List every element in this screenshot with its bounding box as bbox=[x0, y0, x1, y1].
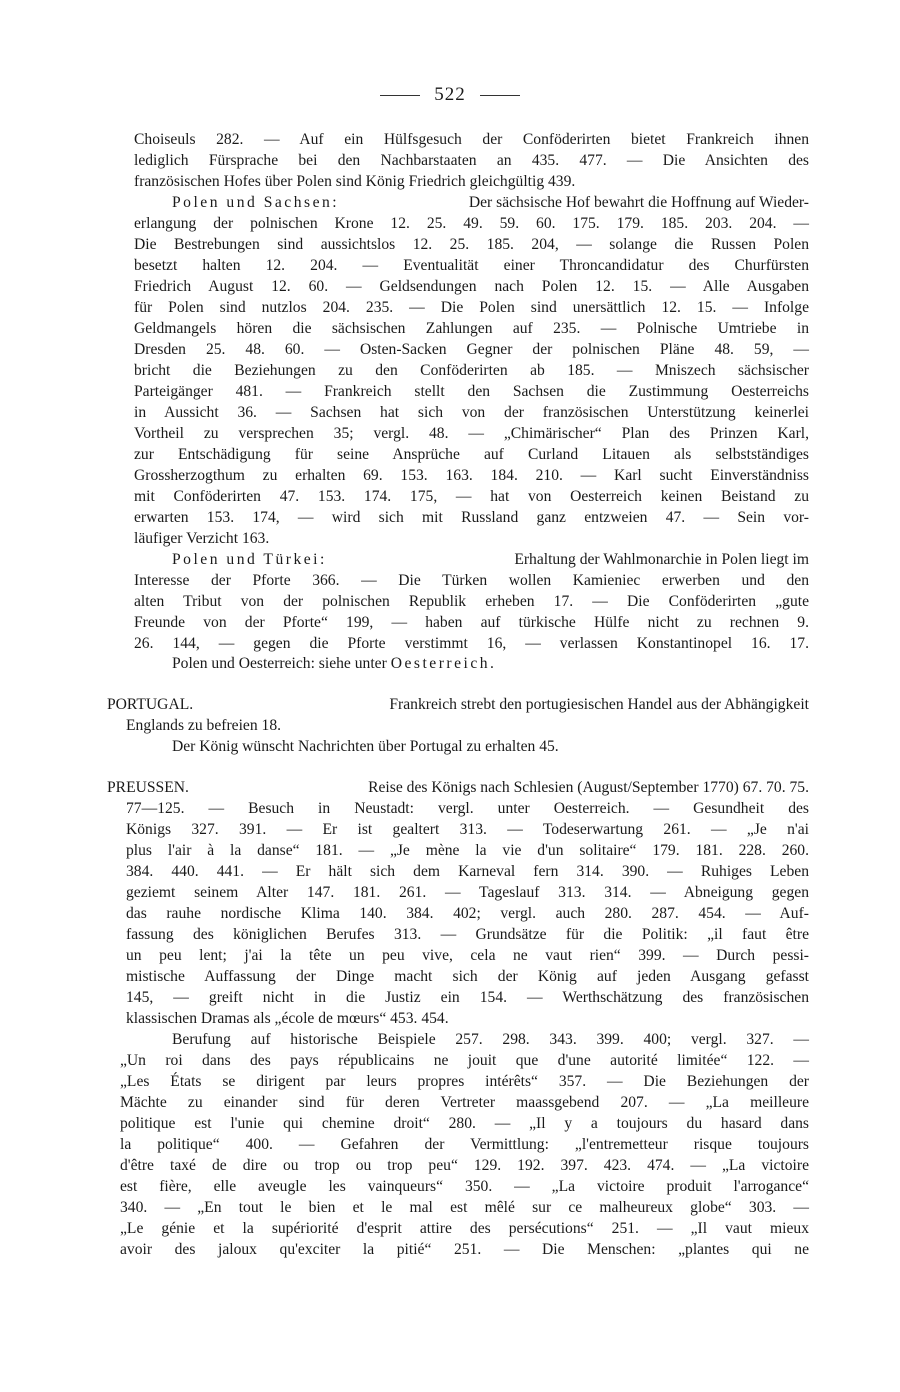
text-line bbox=[107, 778, 809, 799]
text-line: Choiseuls 282. — Auf ein Hülfsgesuch der Conföderirten bietet Frankreich ihnen bbox=[134, 131, 809, 148]
text-line: in Aussicht 36. — Sachsen hat sich von der französischen Unterstützung keinerlei bbox=[134, 404, 809, 421]
xref-target: Oesterreich. bbox=[390, 655, 497, 672]
text-line: avoir des jaloux qu'exciter la pitié“ 251. — Die Menschen: „plantes qui ne bbox=[120, 1241, 809, 1258]
text-line: „Le génie et la supériorité d'esprit attire des persécutions“ 251. — „Il vaut mieux bbox=[120, 1220, 809, 1237]
text-line: Interesse der Pforte 366. — Die Türken wollen Kamieniec erwerben und den bbox=[134, 572, 809, 589]
text-line: Königs 327. 391. — Er ist gealtert 313. — Todeserwartung 261. — „Je n'ai bbox=[126, 821, 809, 838]
text-line: 340. — „En tout le bien et le mal est mêlé sur ce malheureux globe“ 303. — bbox=[120, 1199, 809, 1216]
text-span: Reise des Königs nach Schlesien (August/September 1770) 67. 70. 75. bbox=[368, 779, 809, 796]
page-number: 522 bbox=[434, 84, 466, 105]
text-line: un peu lent; j'ai la tête un peu vive, cela ne vaut rien“ 399. — Durch pessi- bbox=[126, 947, 809, 964]
text-line: „Un roi dans des pays républicains ne jouit que d'une autorité limitée“ 122. — bbox=[120, 1052, 809, 1069]
xref-prefix: Polen und Oesterreich: siehe unter bbox=[172, 655, 387, 672]
text-line: Friedrich August 12. 60. — Geldsendungen nach Polen 12. 15. — Alle Ausgaben bbox=[134, 278, 809, 295]
text-line: lediglich Fürsprache bei den Nachbarstaaten an 435. 477. — Die Ansichten des bbox=[134, 152, 809, 169]
text-line: „Les États se dirigent par leurs propres intérêts“ 357. — Die Beziehungen der bbox=[120, 1073, 809, 1090]
text-line bbox=[172, 193, 809, 214]
text-line: mistische Auffassung der Dinge macht sich der König auf jeden Ausgang gefasst bbox=[126, 968, 809, 985]
text-line: Dresden 25. 48. 60. — Osten-Sacken Gegner der polnischen Pläne 48. 59, — bbox=[134, 341, 809, 358]
text-line: Geldmangels hören die sächsischen Zahlungen auf 235. — Polnische Umtriebe in bbox=[134, 320, 809, 337]
header-rule-left bbox=[380, 95, 420, 96]
text-line: 384. 440. 441. — Er hält sich dem Karneval fern 314. 390. — Ruhiges Leben bbox=[126, 863, 809, 880]
text-line: politique est l'unie qui chemine droit“ 280. — „Il y a toujours du hasard dans bbox=[120, 1115, 809, 1132]
text-line: läufiger Verzicht 163. bbox=[134, 530, 270, 547]
text-line: Mächte zu einander sind für deren Vertreter maassgebend 207. — „La meilleure bbox=[120, 1094, 809, 1111]
subsection-heading: Polen und Sachsen: bbox=[172, 194, 340, 211]
text-line: zur Entschädigung für seine Ansprüche auf Curland Litauen als selbstständiges bbox=[134, 446, 809, 463]
header-rule-right bbox=[480, 95, 520, 96]
text-line: bricht die Beziehungen zu den Conföderirten ab 185. — Mniszech sächsischer bbox=[134, 362, 809, 379]
text-line: Grossherzogthum zu erhalten 69. 153. 163. 184. 210. — Karl sucht Einverständniss bbox=[134, 467, 809, 484]
text-line: 145, — greift nicht in die Justiz ein 154. — Werthschätzung des französischen bbox=[126, 989, 809, 1006]
text-line: Englands zu befreien 18. bbox=[126, 717, 282, 734]
text-line: 77—125. — Besuch in Neustadt: vergl. unter Oesterreich. — Gesundheit des bbox=[126, 800, 809, 817]
text-line: besetzt halten 12. 204. — Eventualität einer Throncandidatur des Churfürsten bbox=[134, 257, 809, 274]
text-line: Die Bestrebungen sind aussichtslos 12. 25. 185. 204, — solange die Russen Polen bbox=[134, 236, 809, 253]
page-header bbox=[0, 84, 900, 106]
text-line: est fière, elle aveugle les vainqueurs“ 350. — „La victoire produit l'arrogance“ bbox=[120, 1178, 809, 1195]
text-line: Freunde von der Pforte“ 199, — haben auf türkische Hülfe nicht zu rechnen 9. bbox=[134, 614, 809, 631]
text-line: plus l'air à la danse“ 181. — „Je mène la vie d'un solitaire“ 179. 181. 228. 260. bbox=[126, 842, 809, 859]
text-line: Der König wünscht Nachrichten über Portugal zu erhalten 45. bbox=[172, 738, 559, 755]
text-line: geziemt seinem Alter 147. 181. 261. — Tageslauf 313. 314. — Abneigung gegen bbox=[126, 884, 809, 901]
text-line: mit Conföderirten 47. 153. 174. 175, — hat von Oesterreich keinen Beistand zu bbox=[134, 488, 809, 505]
text-line bbox=[172, 550, 809, 571]
text-line bbox=[107, 695, 809, 716]
text-line: 26. 144, — gegen die Pforte verstimmt 16, — verlassen Konstantinopel 16. 17. bbox=[134, 635, 809, 652]
section-heading: PORTUGAL. bbox=[107, 696, 194, 713]
text-line: für Polen sind nutzlos 204. 235. — Die Polen sind unersättlich 12. 15. — Infolge bbox=[134, 299, 809, 316]
text-line: alten Tribut von der polnischen Republik erheben 17. — Die Conföderirten „gute bbox=[134, 593, 809, 610]
text-line: erlangung der polnischen Krone 12. 25. 49. 59. 60. 175. 179. 185. 203. 204. — bbox=[134, 215, 809, 232]
text-line: Berufung auf historische Beispiele 257. 298. 343. 399. 400; vergl. 327. — bbox=[172, 1031, 809, 1048]
text-line: d'être taxé de dire ou trop ou trop peu“ 129. 192. 397. 423. 474. — „La victoire bbox=[120, 1157, 809, 1174]
text-span: Erhaltung der Wahlmonarchie in Polen liegt im bbox=[514, 551, 809, 568]
text-line: französischen Hofes über Polen sind König Friedrich gleichgültig 439. bbox=[134, 173, 576, 190]
text-line: erwarten 153. 174, — wird sich mit Russland ganz entzweien 47. — Sein vor- bbox=[134, 509, 809, 526]
subsection-heading: Polen und Türkei: bbox=[172, 551, 327, 568]
text-line: la politique“ 400. — Gefahren der Vermittlung: „l'entremetteur risque toujours bbox=[120, 1136, 809, 1153]
text-line: das rauhe nordische Klima 140. 384. 402; vergl. auch 280. 287. 454. — Auf- bbox=[126, 905, 809, 922]
section-heading: PREUSSEN. bbox=[107, 779, 189, 796]
cross-reference bbox=[172, 654, 496, 675]
text-span: Der sächsische Hof bewahrt die Hoffnung auf Wieder- bbox=[468, 194, 809, 211]
text-line: Vortheil zu versprechen 35; vergl. 48. — „Chimärischer“ Plan des Prinzen Karl, bbox=[134, 425, 809, 442]
text-line: Parteigänger 481. — Frankreich stellt den Sachsen die Zustimmung Oesterreichs bbox=[134, 383, 809, 400]
text-span: Frankreich strebt den portugiesischen Handel aus der Abhängigkeit bbox=[389, 696, 809, 713]
text-line: fassung des königlichen Berufes 313. — Grundsätze für die Politik: „il faut être bbox=[126, 926, 809, 943]
text-line: klassischen Dramas als „école de mœurs“ 453. 454. bbox=[126, 1010, 449, 1027]
